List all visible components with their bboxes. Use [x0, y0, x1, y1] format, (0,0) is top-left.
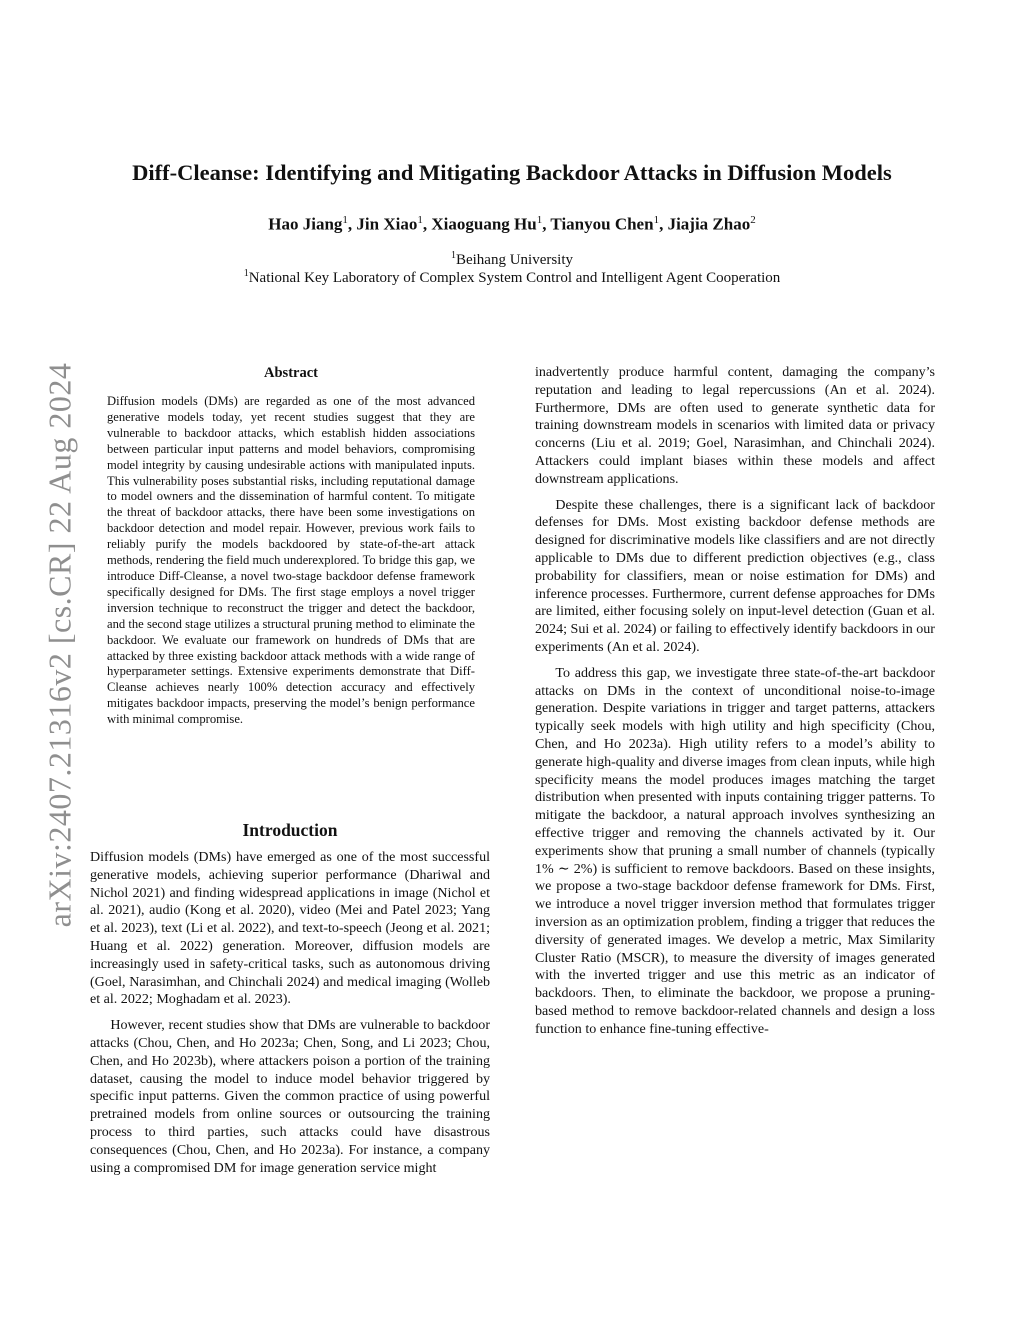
abstract-heading: Abstract	[264, 365, 318, 381]
intro-paragraph-4-part-a: To address this gap, we investigate three state-of-the-art backdoor attacks on DMs in the context of unconditional noise-to-image generation. Despite variations in trigger and target patterns, attackers typically seek models with high utility and high specificity (Chou, Chen, and Ho 2023a). High utility refers to a model’s ability to generate high-quality and diverse images from clean inputs, while high specificity means the model produces images matching the target distribution when presented with inputs containing trigger patterns. To mitigate the backdoor, a natural approach involves synthesizing an effective trigger and removing the channels activated by it. Our experiments show that pruning a small number of channels (typically	[535, 664, 935, 859]
intro-paragraph-1: Diffusion models (DMs) have emerged as one of the most successful generative models, achieving superior performance (Dhariwal and Nichol 2021) and finding widespread applications in image (Nichol et al. 2021), audio (Kong et al. 2020), video (Mei and Patel 2023; Yang et al. 2023), text (Li et al. 2022), and text-to-speech (Jeong et al. 2021; Huang et al. 2022) generation. Moreover, diffusion models are increasingly used in safety-critical tasks, such as autonomous driving (Goel, Narasimhan, and Chinchali 2024) and medical imaging (Wolleb et al. 2022; Moghadam et al. 2023).	[90, 849, 490, 1008]
intro-paragraph-4	[535, 665, 935, 1039]
math-percent-range: 1% ∼ 2%	[535, 860, 593, 877]
arxiv-identifier: arXiv:2407.21316v2 [cs.CR] 22 Aug 2024	[41, 362, 78, 928]
author-name: Jiajia Zhao	[667, 214, 751, 234]
author-affiliation-mark: 1	[417, 214, 423, 226]
affiliation	[0, 250, 1024, 269]
affiliation-text: Beihang University	[455, 252, 574, 268]
author-name: Xiaoguang Hu	[431, 214, 537, 234]
affiliation-mark: 1	[243, 268, 249, 279]
intro-paragraph-2: However, recent studies show that DMs are vulnerable to backdoor attacks (Chou, Chen, and Ho 2023a; Chen, Song, and Li 2023; Chou, Chen, and Ho 2023b), where attackers poison a portion of the training dataset, causing the model to induce model behavior triggered by specific input patterns. Given the common practice of using powerful pretrained models from online sources or outsourcing the training process to third parties, such attacks could have disastrous consequences (Chou, Chen, and Ho 2023a). For instance, a company using a compromised DM for image generation service might	[90, 1017, 490, 1176]
author-name: Hao Jiang	[268, 214, 343, 234]
right-column-body	[535, 364, 935, 1038]
paper-title: Diff-Cleanse: Identifying and Mitigating Backdoor Attacks in Diffusion Models	[132, 160, 892, 185]
author-name: Jin Xiao	[356, 214, 418, 234]
author-list: Hao Jiang$^1$, Jin Xiao$^1$, Xiaoguang Hu$^1$, Tianyou Chen$^1$, Jiajia Zhao$^2$	[268, 214, 756, 234]
intro-paragraph-4-part-b: ) is sufficient to remove backdoors. Based on these insights, we propose a two-stage backdoor defense framework for DMs. First, we introduce a novel trigger inversion method that formulates trigger inversion as an optimization problem, finding a trigger that reduces the diversity of generated images. We develop a metric, Max Similarity Cluster Ratio (MSCR), to measure the diversity of images generated with the inverted trigger and use this metric as an indicator of backdoors. Then, to eliminate the backdoor, we propose a pruning-based method to remove backdoor-related channels and design a loss function to enhance fine-tuning effective-	[535, 860, 935, 1037]
intro-paragraph-2-continued: inadvertently produce harmful content, damaging the company’s reputation and leading to legal repercussions (An et al. 2024). Furthermore, DMs are often used to generate synthetic data for training downstream models in scenarios with limited data or privacy concerns (Liu et al. 2019; Goel, Narasimhan, and Chinchali 2024). Attackers could implant biases within these models and affect downstream applications.	[535, 364, 935, 487]
abstract-text: Diffusion models (DMs) are regarded as one of the most advanced generative models today, yet recent studies suggest that they are vulnerable to backdoor attacks, which establish hidden associations between particular input patterns and model behaviors, compromising model integrity by causing undesirable actions with manipulated inputs. This vulnerability poses substantial risks, including reputational damage to model owners and the dissemination of harmful content. To mitigate the threat of backdoor attacks, there have been some investigations on backdoor detection and model repair. However, previous work fails to reliably purify the models backdoored by state-of-the-art attack methods, rendering the field much underexplored. To bridge this gap, we introduce Diff-Cleanse, a novel two-stage backdoor defense framework specifically designed for DMs. The first stage employs a novel trigger inversion technique to reconstruct the trigger and detect the backdoor, and the second stage utilizes a structural pruning method to eliminate the backdoor. We evaluate our framework on hundreds of DMs that are attacked by three existing backdoor attack methods with a wide range of hyperparameter settings. Extensive experiments demonstrate that Diff-Cleanse achieves nearly 100% detection accuracy and effectively mitigates backdoor impacts, preserving the model’s benign performance with minimal compromise.	[107, 394, 475, 727]
affiliation-mark: 1	[450, 250, 456, 261]
author-affiliation-mark: 1	[536, 214, 543, 226]
author-affiliation-mark: 2	[750, 214, 756, 226]
left-column-body	[90, 849, 490, 1177]
intro-paragraph-3: Despite these challenges, there is a significant lack of backdoor defenses for DMs. Most existing backdoor defense methods are designed for discriminative models like classifiers and are not directly applicable to DMs due to different prediction objectives (e.g., class probability for classifiers, mean or noise estimation for DMs) and inference processes. Furthermore, current defense approaches for DMs are limited, either focusing solely on input-level detection (Guan et al. 2024; Sui et al. 2024) or failing to effectively identify backdoors in our experiments (An et al. 2024).	[535, 496, 935, 655]
introduction-heading: Introduction	[242, 820, 338, 840]
author-affiliation-mark: 1	[342, 214, 348, 226]
author-affiliation-mark: 1	[653, 214, 660, 226]
author-name: Tianyou Chen	[550, 214, 654, 234]
affiliation	[0, 268, 1024, 287]
affiliation-text: National Key Laboratory of Complex System Control and Intelligent Agent Cooperation	[248, 270, 781, 286]
